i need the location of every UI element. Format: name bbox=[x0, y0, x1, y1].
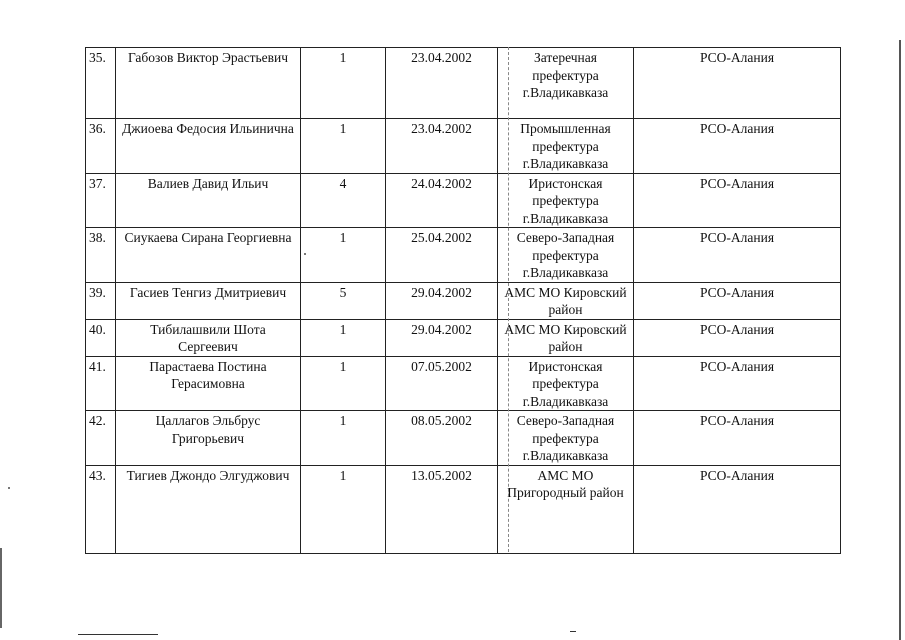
scan-speck bbox=[304, 253, 306, 255]
row-number: 38. bbox=[86, 228, 116, 283]
region-cell: РСО-Алания bbox=[634, 282, 841, 319]
table-row bbox=[86, 282, 841, 319]
person-name: Габозов Виктор Эрастьевич bbox=[116, 48, 301, 119]
organization-cell: АМС МО Кировский район bbox=[498, 282, 634, 319]
table-row bbox=[86, 356, 841, 411]
person-name: Цаллагов Эльбрус Григорьевич bbox=[116, 411, 301, 466]
region-cell: РСО-Алания bbox=[634, 228, 841, 283]
table-row bbox=[86, 173, 841, 228]
region-cell: РСО-Алания bbox=[634, 356, 841, 411]
person-name: Сиукаева Сирана Георгиевна bbox=[116, 228, 301, 283]
count-cell: 4 bbox=[301, 173, 386, 228]
date-cell: 23.04.2002 bbox=[386, 119, 498, 174]
date-cell: 29.04.2002 bbox=[386, 282, 498, 319]
count-cell: 1 bbox=[301, 48, 386, 119]
table-row bbox=[86, 119, 841, 174]
count-cell: 1 bbox=[301, 465, 386, 553]
scan-dotted-line bbox=[508, 47, 509, 552]
organization-cell: АМС МО Пригородный район bbox=[498, 465, 634, 553]
row-number: 43. bbox=[86, 465, 116, 553]
region-cell: РСО-Алания bbox=[634, 411, 841, 466]
table-row bbox=[86, 48, 841, 119]
row-number: 41. bbox=[86, 356, 116, 411]
scan-bottom-tick bbox=[570, 631, 576, 632]
table-row bbox=[86, 411, 841, 466]
person-name: Тигиев Джондо Элгуджович bbox=[116, 465, 301, 553]
row-number: 35. bbox=[86, 48, 116, 119]
registry-table bbox=[85, 47, 841, 554]
organization-cell: Затеречная префектура г.Владикавказа bbox=[498, 48, 634, 119]
date-cell: 08.05.2002 bbox=[386, 411, 498, 466]
count-cell: 5 bbox=[301, 282, 386, 319]
count-cell: 1 bbox=[301, 411, 386, 466]
organization-cell: Северо-Западная префектура г.Владикавказа bbox=[498, 228, 634, 283]
region-cell: РСО-Алания bbox=[634, 319, 841, 356]
organization-cell: АМС МО Кировский район bbox=[498, 319, 634, 356]
date-cell: 24.04.2002 bbox=[386, 173, 498, 228]
scan-speck bbox=[8, 487, 10, 489]
count-cell: 1 bbox=[301, 119, 386, 174]
person-name: Валиев Давид Ильич bbox=[116, 173, 301, 228]
row-number: 40. bbox=[86, 319, 116, 356]
table-row bbox=[86, 228, 841, 283]
region-cell: РСО-Алания bbox=[634, 465, 841, 553]
table-row bbox=[86, 319, 841, 356]
region-cell: РСО-Алания bbox=[634, 173, 841, 228]
scan-edge-left bbox=[0, 548, 2, 628]
row-number: 36. bbox=[86, 119, 116, 174]
count-cell: 1 bbox=[301, 356, 386, 411]
table-row bbox=[86, 465, 841, 553]
person-name: Гасиев Тенгиз Дмитриевич bbox=[116, 282, 301, 319]
person-name: Парастаева Постина Герасимовна bbox=[116, 356, 301, 411]
date-cell: 13.05.2002 bbox=[386, 465, 498, 553]
row-number: 42. bbox=[86, 411, 116, 466]
organization-cell: Северо-Западная префектура г.Владикавказа bbox=[498, 411, 634, 466]
row-number: 39. bbox=[86, 282, 116, 319]
scan-bottom-line bbox=[78, 634, 158, 635]
date-cell: 29.04.2002 bbox=[386, 319, 498, 356]
count-cell: 1 bbox=[301, 319, 386, 356]
date-cell: 25.04.2002 bbox=[386, 228, 498, 283]
person-name: Джиоева Федосия Ильинична bbox=[116, 119, 301, 174]
date-cell: 07.05.2002 bbox=[386, 356, 498, 411]
row-number: 37. bbox=[86, 173, 116, 228]
scan-edge-right bbox=[899, 40, 901, 640]
organization-cell: Иристонская префектура г.Владикавказа bbox=[498, 356, 634, 411]
count-cell: 1 bbox=[301, 228, 386, 283]
region-cell: РСО-Алания bbox=[634, 48, 841, 119]
region-cell: РСО-Алания bbox=[634, 119, 841, 174]
organization-cell: Промышленная префектура г.Владикавказа bbox=[498, 119, 634, 174]
person-name: Тибилашвили Шота Сергеевич bbox=[116, 319, 301, 356]
organization-cell: Иристонская префектура г.Владикавказа bbox=[498, 173, 634, 228]
date-cell: 23.04.2002 bbox=[386, 48, 498, 119]
